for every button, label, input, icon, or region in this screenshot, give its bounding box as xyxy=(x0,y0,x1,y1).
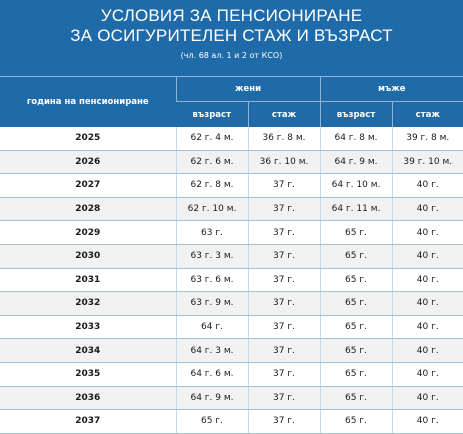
title-line-2: ЗА ОСИГУРИТЕЛЕН СТАЖ И ВЪЗРАСТ xyxy=(70,26,393,45)
year-cell: 2025 xyxy=(0,127,176,150)
men-age-cell: 64 г. 9 м. xyxy=(320,150,392,174)
men-age-cell: 65 г. xyxy=(320,386,392,410)
men-service-cell: 40 г. xyxy=(392,315,463,339)
women-age-cell: 63 г. xyxy=(176,221,248,245)
women-age-cell: 62 г. 10 м. xyxy=(176,197,248,221)
men-age-cell: 64 г. 11 м. xyxy=(320,197,392,221)
men-service-cell: 40 г. xyxy=(392,292,463,316)
table-row xyxy=(0,339,463,363)
men-service-cell: 40 г. xyxy=(392,268,463,292)
women-service-cell: 37 г. xyxy=(248,221,320,245)
women-age-cell: 64 г. 9 м. xyxy=(176,386,248,410)
year-cell: 2028 xyxy=(0,197,176,221)
year-cell: 2027 xyxy=(0,174,176,198)
year-cell: 2036 xyxy=(0,386,176,410)
table-row xyxy=(0,362,463,386)
women-service-cell: 37 г. xyxy=(248,315,320,339)
year-cell: 2034 xyxy=(0,339,176,363)
table-row xyxy=(0,174,463,198)
men-service-cell: 39 г. 8 м. xyxy=(392,127,463,150)
women-age-cell: 63 г. 6 м. xyxy=(176,268,248,292)
table-row xyxy=(0,292,463,316)
men-age-cell: 65 г. xyxy=(320,292,392,316)
men-age-cell: 65 г. xyxy=(320,221,392,245)
table-row xyxy=(0,386,463,410)
women-age-header: възраст xyxy=(176,102,248,128)
table-row xyxy=(0,150,463,174)
men-service-header: стаж xyxy=(392,102,463,128)
title-banner xyxy=(0,0,463,76)
year-cell: 2035 xyxy=(0,362,176,386)
women-service-cell: 37 г. xyxy=(248,292,320,316)
women-service-cell: 37 г. xyxy=(248,386,320,410)
year-column-header: година на пенсиониране xyxy=(0,77,176,128)
men-service-cell: 40 г. xyxy=(392,174,463,198)
men-age-cell: 65 г. xyxy=(320,268,392,292)
year-cell: 2033 xyxy=(0,315,176,339)
legal-reference: (чл. 68 ал. 1 и 2 от КСО) xyxy=(180,51,283,60)
women-age-cell: 62 г. 4 м. xyxy=(176,127,248,150)
table-row xyxy=(0,127,463,150)
men-age-cell: 64 г. 10 м. xyxy=(320,174,392,198)
women-age-cell: 62 г. 6 м. xyxy=(176,150,248,174)
men-age-cell: 64 г. 8 м. xyxy=(320,127,392,150)
men-service-cell: 40 г. xyxy=(392,386,463,410)
table-row xyxy=(0,315,463,339)
men-service-cell: 40 г. xyxy=(392,410,463,434)
men-group-header: мъже xyxy=(320,77,463,102)
women-service-header: стаж xyxy=(248,102,320,128)
women-service-cell: 37 г. xyxy=(248,268,320,292)
women-age-cell: 64 г. xyxy=(176,315,248,339)
women-age-cell: 65 г. xyxy=(176,410,248,434)
women-service-cell: 37 г. xyxy=(248,410,320,434)
men-age-cell: 65 г. xyxy=(320,244,392,268)
men-age-cell: 65 г. xyxy=(320,315,392,339)
table-row xyxy=(0,244,463,268)
year-cell: 2030 xyxy=(0,244,176,268)
women-service-cell: 37 г. xyxy=(248,197,320,221)
women-age-cell: 64 г. 6 м. xyxy=(176,362,248,386)
table-row xyxy=(0,410,463,434)
women-service-cell: 37 г. xyxy=(248,362,320,386)
men-age-cell: 65 г. xyxy=(320,362,392,386)
year-cell: 2032 xyxy=(0,292,176,316)
title-line-1: УСЛОВИЯ ЗА ПЕНСИОНИРАНЕ xyxy=(100,6,363,25)
women-age-cell: 64 г. 3 м. xyxy=(176,339,248,363)
table-row xyxy=(0,197,463,221)
year-cell: 2031 xyxy=(0,268,176,292)
men-service-cell: 40 г. xyxy=(392,221,463,245)
women-service-cell: 37 г. xyxy=(248,244,320,268)
women-age-cell: 62 г. 8 м. xyxy=(176,174,248,198)
retirement-conditions-table xyxy=(0,76,463,434)
men-service-cell: 40 г. xyxy=(392,197,463,221)
year-cell: 2029 xyxy=(0,221,176,245)
year-cell: 2037 xyxy=(0,410,176,434)
men-age-cell: 65 г. xyxy=(320,339,392,363)
women-group-header: жени xyxy=(176,77,320,102)
women-service-cell: 36 г. 10 м. xyxy=(248,150,320,174)
table-row xyxy=(0,268,463,292)
women-age-cell: 63 г. 3 м. xyxy=(176,244,248,268)
table-row xyxy=(0,221,463,245)
women-age-cell: 63 г. 9 м. xyxy=(176,292,248,316)
women-service-cell: 36 г. 8 м. xyxy=(248,127,320,150)
men-service-cell: 40 г. xyxy=(392,339,463,363)
women-service-cell: 37 г. xyxy=(248,174,320,198)
men-age-header: възраст xyxy=(320,102,392,128)
men-service-cell: 39 г. 10 м. xyxy=(392,150,463,174)
men-service-cell: 40 г. xyxy=(392,244,463,268)
men-service-cell: 40 г. xyxy=(392,362,463,386)
women-service-cell: 37 г. xyxy=(248,339,320,363)
year-cell: 2026 xyxy=(0,150,176,174)
men-age-cell: 65 г. xyxy=(320,410,392,434)
